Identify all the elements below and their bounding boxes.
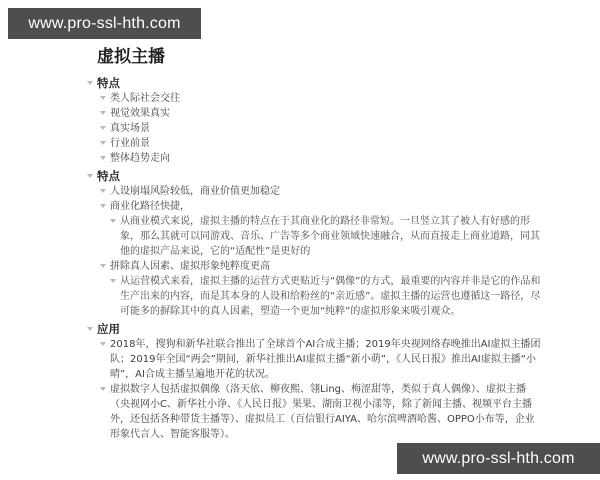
outline-item-text: 整体趋势走向 xyxy=(110,153,170,164)
outline-item-heading xyxy=(86,76,543,91)
outline-item-text: 2018年，搜狗和新华社联合推出了全球首个AI合成主播；2019年央视网络春晚推出AI虚拟主播团队；2019年全国“两会”期间，新华社推出AI虚拟主播“新小萌”，《人民日报》推出AI虚拟主播“小晴”，AI合成主播呈遍地开花的状况。 xyxy=(110,339,541,380)
outline-item-text: 类人际社会交往 xyxy=(110,93,180,104)
page-title: 虚拟主播 xyxy=(97,47,165,67)
collapse-caret-icon[interactable] xyxy=(100,189,106,193)
outline-item-text: 从运营模式来看，虚拟主播的运营方式更贴近与“偶像”的方式，最重要的内容并非是它的作品和生产出来的内容，而是其本身的人设和给粉丝的“亲近感”。虚拟主播的运营也遵循这一路径，尽可能多的摒除其中的真人因素，塑造一个更加“纯粹”的虚拟形象来吸引观众。 xyxy=(120,276,541,317)
outline-item-paragraph xyxy=(109,214,543,259)
outline-item-text: 从商业模式来说，虚拟主播的特点在于其商业化的路径非常短。一旦竖立其了被人有好感的形象，那么其就可以同游戏、音乐、广告等多个商业领域快速融合，从而直接走上商业道路，同其他的虚拟产品来说，它的“适配性”是更好的 xyxy=(120,216,540,257)
outline-item-paragraph xyxy=(109,274,543,319)
collapse-caret-icon[interactable] xyxy=(100,204,106,208)
collapse-caret-icon[interactable] xyxy=(100,141,106,145)
collapse-caret-icon[interactable] xyxy=(87,81,93,85)
collapse-caret-icon[interactable] xyxy=(100,111,106,115)
collapse-caret-icon[interactable] xyxy=(87,327,93,331)
watermark-url: www.pro-ssl-hth.com xyxy=(422,449,575,467)
outline-item xyxy=(99,121,543,136)
outline-item-text: 人设崩塌风险较低，商业价值更加稳定 xyxy=(110,186,280,197)
collapse-caret-icon[interactable] xyxy=(110,219,116,223)
outline-item-text: 虚拟数字人包括虚拟偶像（洛天依、柳夜熙、翎Ling、梅涩甜等，类似于真人偶像）、虚拟主播（央视网小C、新华社小诤、《人民日报》果果、湖南卫视小漾等，除了新闻主播、视频平台主播外，还包括各种带货主播等）、虚拟员工（百信银行AIYA、哈尔滨啤酒哈酱、OPPO小布等，企业形象代言人、智能客服等）。 xyxy=(110,384,535,440)
outline-item-text: 行业前景 xyxy=(110,138,150,149)
collapse-caret-icon[interactable] xyxy=(100,342,106,346)
outline-item-heading xyxy=(86,169,543,184)
outline-item xyxy=(99,199,543,214)
outline-item-text: 视觉效果真实 xyxy=(110,108,170,119)
outline-item-paragraph xyxy=(99,337,543,382)
watermark-url: www.pro-ssl-hth.com xyxy=(28,14,181,32)
outline-item xyxy=(99,136,543,151)
outline-item-text: 特点 xyxy=(97,76,120,90)
outline-item xyxy=(99,106,543,121)
collapse-caret-icon[interactable] xyxy=(100,126,106,130)
collapse-caret-icon[interactable] xyxy=(100,96,106,100)
collapse-caret-icon[interactable] xyxy=(100,387,106,391)
outline-item xyxy=(99,259,543,274)
outline-document xyxy=(86,46,543,442)
outline-item-text: 拼除真人因素、虚拟形象纯粹度更高 xyxy=(110,261,270,272)
outline-item-text: 真实场景 xyxy=(110,123,150,134)
collapse-caret-icon[interactable] xyxy=(100,156,106,160)
outline-item-paragraph xyxy=(99,382,543,442)
outline-item xyxy=(99,91,543,106)
outline-item xyxy=(99,184,543,199)
watermark-badge-top-left xyxy=(8,8,201,39)
collapse-caret-icon[interactable] xyxy=(110,279,116,283)
outline-item xyxy=(99,151,543,166)
outline-item-text: 应用 xyxy=(97,322,120,336)
watermark-badge-bottom-right xyxy=(397,443,600,474)
outline-item-text: 特点 xyxy=(97,169,120,183)
collapse-caret-icon[interactable] xyxy=(100,264,106,268)
outline-item-heading xyxy=(86,322,543,337)
outline-item-text: 商业化路径快捷， xyxy=(110,201,190,212)
collapse-caret-icon[interactable] xyxy=(87,174,93,178)
